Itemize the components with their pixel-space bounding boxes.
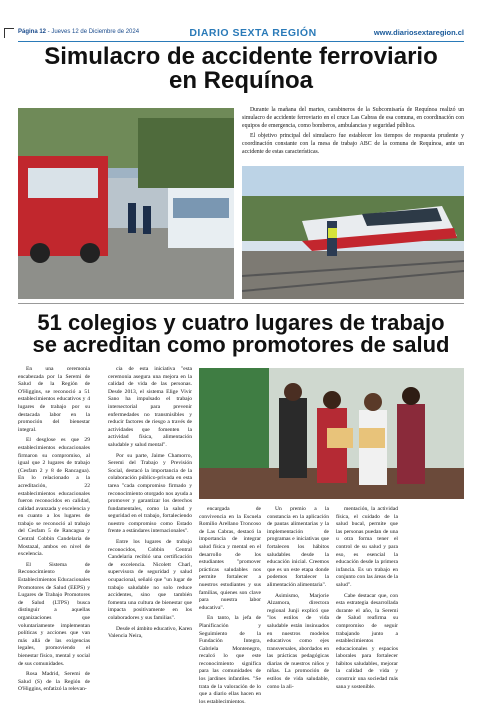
page-date: [18, 29, 139, 35]
article-colegios-col4: [267, 506, 329, 706]
photo-image: [18, 108, 234, 299]
headline-line: Simulacro de accidente ferroviario: [44, 43, 438, 70]
photo-train: [242, 166, 464, 299]
header-rule: [18, 41, 464, 42]
newspaper-url[interactable]: www.diariosextaregion.cl: [373, 28, 464, 37]
article-divider: [18, 303, 464, 304]
paragraph: encargada de convivencia en la Escuela Romilio Arellano Troncoso de Las Cabras, destacó la importancia de integrar salud física y mental en el desarrollo de los estudiantes "promover prácticas saludables nos permite fortalecer a nuestros estudiantes y sus familias, quienes son clave para nuestra labor educativa".: [199, 506, 261, 611]
article-colegios-col1: [18, 366, 90, 706]
newspaper-name: DIARIO SEXTA REGIÓN: [189, 27, 317, 39]
headline-line: 51 colegios y cuatro lugares de trabajo: [37, 310, 445, 335]
photo-ceremony: [199, 368, 464, 499]
paragraph: En tanto, la jefa de Planificación y Seguimiento de la Fundación Integra, Gabriela Montenegro, recalcó lo que este reconocimiento significa para las comunidades de los jardines infantiles. "Se trata de la valoración de lo que a diario ellas hacen en los establecimientos.: [199, 615, 261, 705]
paragraph: Por su parte, Jaime Chamorro, Seremi del Trabajo y Previsión Social, destacó la importancia de la colaboración público-privada en esta tarea "cada compromiso firmado y reconocimiento otorgado nos ayuda a promover y garantizar los derechos fundamentales, como la salud y seguridad en el trabajo, fortaleciendo nuestro compromiso como Estado frente a estándares internacionales".: [108, 452, 192, 535]
paragraph: El Sistema de Reconocimiento de Establecimientos Educacionales Promotores de Salud (EEPS) y Lugares de Trabajo Promotores de Salud (LTPS) busca distinguir a aquellas organizaciones que voluntariamente implementan políticas y acciones que van más allá de las exigencias legales, promoviendo el bienestar físico, mental y social de sus comunidades.: [18, 561, 90, 667]
article-colegios-col5: [336, 506, 398, 706]
photo-rescue-scene: [18, 108, 234, 299]
paragraph: Cabe destacar que, con esta estrategia desarrollada durante el año, la Seremi de Salud reafirma su compromiso de seguir trabajando junto a establecimientos educacionales y espacios laborales para fortalecer hábitos saludables, mejorar la calidad de vida y construir una sociedad más sana y sostenible.: [336, 592, 398, 690]
photo-image: [242, 166, 464, 299]
paragraph: Entre los lugares de trabajo reconocidos, Cobbin Central Candelaria recibió una certificación de excelencia. Nicolett Charl, supervisora de seguridad y salud ocupacional, señaló que "un lugar de trabajo saludable no solo reduce accidentes, sino que también fomenta una cultura de bienestar que impacta positivamente en los colaboradores y sus familias".: [108, 539, 192, 621]
issue-date: - Jueves 12 de Diciembre de 2024: [46, 29, 140, 35]
photo-image: [199, 368, 464, 499]
paragraph: Rosa Madrid, Seremi de Salud (S) de la Región de O'Higgins, enfatizó la relevan-: [18, 671, 90, 693]
paragraph: En una ceremonia encabezada por la Seremi de Salud de la Región de O'Higgins, se reconoció a 51 establecimientos educativos y 4 lugares de trabajo por su destacada labor en la promoción del bienestar integral.: [18, 366, 90, 433]
article-colegios-col3: [199, 506, 261, 706]
paragraph: El desglose es que 29 establecimientos educacionales firmaron su compromiso, al igual que 2 lugares de trabajo (Cesfam 2 y 8 de Rancagua). En lo relacionado a la acreditación, 22 establecimientos educacionales fueron reconocidos en calidad, calidad avanzada y excelencia y en cuanto a los lugares de trabajo se reconoció al trabajo del Cesfam 5 de Rancagua y Central Cobbin Candelaria de Mostazal, ambos en nivel de excelencia.: [18, 437, 90, 558]
headline-line: en Requínoa: [168, 67, 313, 95]
article-simulacro-body: [242, 107, 464, 160]
headline-line: se acreditan como promotores de salud: [32, 332, 450, 358]
page-header: [18, 27, 464, 41]
paragraph: mentación, la actividad física, el cuidado de la salud bucal, permite que las personas puedan de una u otra forma tener el control de su salud y para eso, es esencial la educación desde la primera infancia. Es un trabajo en conjunto con las áreas de la salud".: [336, 506, 398, 588]
paragraph: Desde el ámbito educativo, Karen Valencia Neira,: [108, 625, 192, 640]
headline-colegios: [18, 312, 464, 357]
headline-simulacro: [18, 45, 464, 94]
paragraph: Durante la mañana del martes, carabineros de la Subcomisaría de Requínoa realizó un simulacro de accidente ferroviario en el cruce Las Cabras de esa comuna, en coordinación con equipos de emergencia, como bomberos, ambulancias y seguridad pública.: [242, 107, 464, 129]
crop-mark: [4, 28, 14, 38]
paragraph: cia de esta iniciativa "esta ceremonia asegura una mejora en la calidad de vida de las personas. Desde 2013, el sistema Elige Vivir Sano ha impulsado el trabajo intersectorial para prevenir enfermedades no transmisibles y reducir factores de riesgo a través de actividades que fomenten la actividad física, alimentación saludable y salud mental".: [108, 366, 192, 448]
paragraph: El objetivo principal del simulacro fue establecer los tiempos de respuesta prudente y coordinación constante con la mesa de trabajo ABC de la comuna de Requínoa, ante un accidente de estas características.: [242, 133, 464, 156]
page-number: Página 12: [18, 29, 47, 35]
paragraph: Asimismo, Marjorie Alzamora, directora regional Junji explicó que "los estilos de vida saludable están insinuados en nuestros modelos educativos como ejes transversales, abordados en las prácticas pedagógicas diarias de nuestros niños y niñas. La promoción de estilos de vida saludable, como la ali-: [267, 592, 329, 690]
paragraph: Un premio a la constancia en la aplicación de pautas alimentarias y la implementación de programas e iniciativas que fortalecen los hábitos saludables desde la educación inicial. Creemos que es un este etapa donde podemos fortalecer la alimentación alimentaria".: [267, 506, 329, 588]
article-colegios-col2: [108, 366, 192, 706]
